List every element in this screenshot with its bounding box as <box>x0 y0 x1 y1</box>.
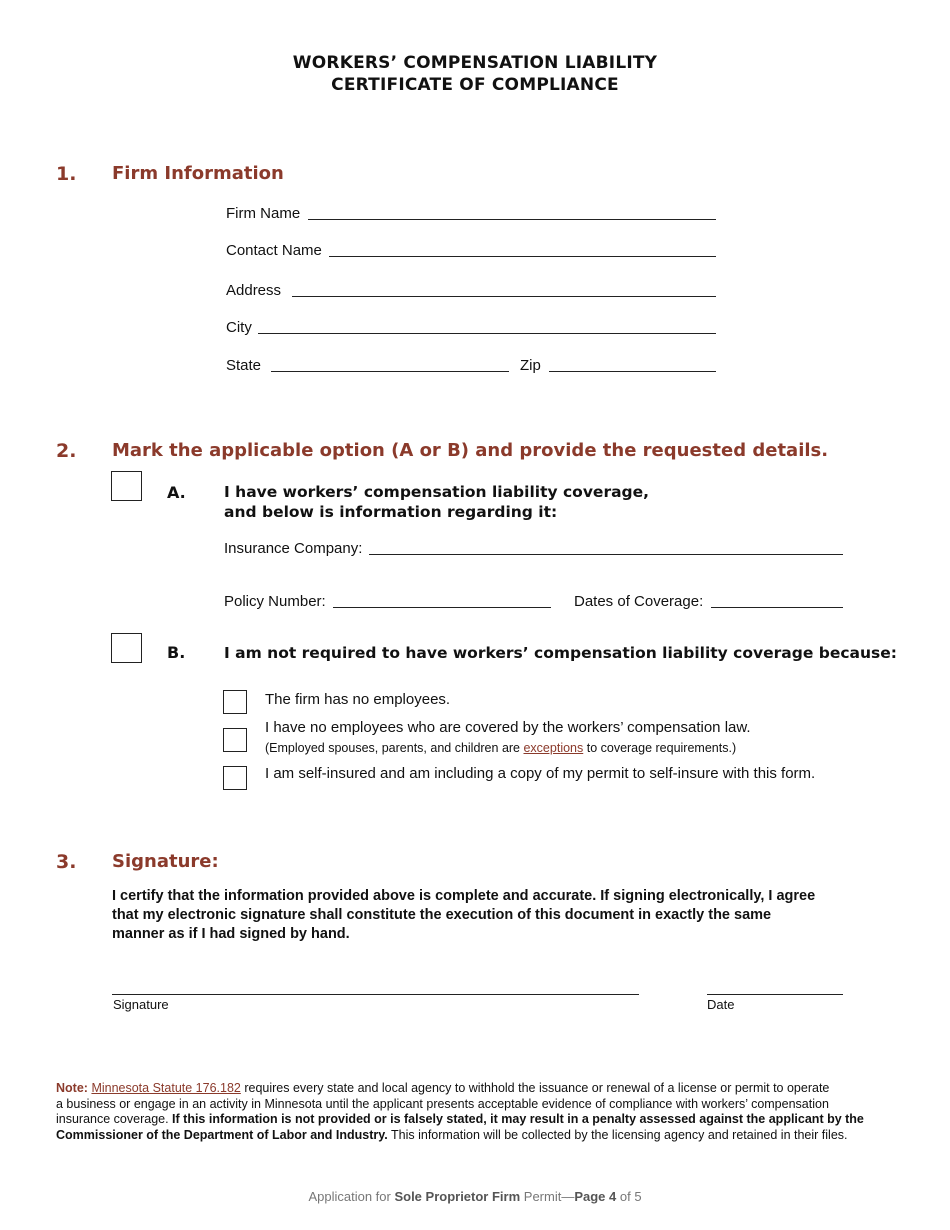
note-line4-bold: Commissioner of the Department of Labor and Industry. <box>56 1127 388 1142</box>
page-footer <box>0 1189 950 1204</box>
policy-number-field[interactable] <box>333 607 551 608</box>
note-text-post: to coverage requirements.) <box>583 741 737 755</box>
exceptions-link[interactable]: exceptions <box>523 741 584 755</box>
reason-not-covered-note <box>265 741 736 755</box>
insurance-company-label: Insurance Company: <box>224 540 363 557</box>
footer-mid: Permit— <box>520 1189 575 1204</box>
note-line3-bold: If this information is not provided or is falsely stated, it may result in a penalty assessed against the applicant by the <box>172 1112 864 1126</box>
city-field[interactable] <box>258 333 716 334</box>
reason-no-employees-label: The firm has no employees. <box>265 691 451 708</box>
section-2-heading: Mark the applicable option (A or B) and provide the requested details. <box>112 440 829 461</box>
certification-line1: I certify that the information provided above is complete and accurate. If signing electronically, I agree <box>112 888 816 904</box>
firm-name-field[interactable] <box>308 219 716 220</box>
dates-of-coverage-label: Dates of Coverage: <box>574 593 704 610</box>
contact-name-label: Contact Name <box>226 242 322 259</box>
option-b-letter: B. <box>167 643 186 662</box>
footer-page: Page 4 <box>574 1189 617 1204</box>
note-label: Note: <box>56 1081 88 1095</box>
note-line-2: a business or engage in an activity in Minnesota until the applicant presents acceptable evidence of compliance with workers’ compensation <box>56 1096 829 1111</box>
certification-line2: that my electronic signature shall constitute the execution of this document in exactly the same <box>112 907 772 923</box>
policy-number-label: Policy Number: <box>224 593 326 610</box>
reason-not-covered-label: I have no employees who are covered by the workers’ compensation law. <box>265 719 751 736</box>
legal-note <box>56 1081 916 1143</box>
address-label: Address <box>226 282 282 299</box>
insurance-company-field[interactable] <box>369 554 843 555</box>
section-1-heading: Firm Information <box>112 163 284 184</box>
footer-pre: Application for <box>308 1189 395 1204</box>
reason-not-covered-checkbox[interactable] <box>223 728 247 752</box>
footer-post: of 5 <box>616 1189 642 1204</box>
zip-label: Zip <box>520 357 541 374</box>
option-a-letter: A. <box>167 483 186 502</box>
option-b-text: I am not required to have workers’ compensation liability coverage because: <box>224 644 897 662</box>
footer-firm-type: Sole Proprietor Firm <box>394 1189 521 1204</box>
document-title-line2: CERTIFICATE OF COMPLIANCE <box>331 75 619 95</box>
state-label: State <box>226 357 262 374</box>
date-label: Date <box>707 997 735 1012</box>
reason-no-employees-checkbox[interactable] <box>223 690 247 714</box>
document-title-line1: WORKERS’ COMPENSATION LIABILITY <box>292 53 658 73</box>
reason-self-insured-checkbox[interactable] <box>223 766 247 790</box>
date-field[interactable] <box>707 994 843 995</box>
contact-name-field[interactable] <box>329 256 716 257</box>
note-line1-text: requires every state and local agency to withhold the issuance or renewal of a license or permit to operate <box>240 1081 830 1095</box>
note-text-pre: (Employed spouses, parents, and children are <box>265 741 524 755</box>
signature-field[interactable] <box>112 994 639 995</box>
statute-link[interactable]: Minnesota Statute 176.182 <box>91 1081 241 1095</box>
state-field[interactable] <box>271 371 509 372</box>
address-field[interactable] <box>292 296 716 297</box>
option-a-text-line1: I have workers’ compensation liability coverage, <box>224 483 650 501</box>
certification-line3: manner as if I had signed by hand. <box>112 926 350 942</box>
signature-label: Signature <box>113 997 169 1012</box>
section-1-number: 1. <box>56 163 77 185</box>
note-line-1 <box>56 1081 916 1097</box>
section-2-number: 2. <box>56 440 77 462</box>
zip-field[interactable] <box>549 371 716 372</box>
section-3-heading: Signature: <box>112 851 219 872</box>
section-3-number: 3. <box>56 851 77 873</box>
note-line-3 <box>56 1112 916 1128</box>
note-line4-plain: This information will be collected by the licensing agency and retained in their files. <box>387 1127 848 1142</box>
firm-name-label: Firm Name <box>226 205 301 222</box>
reason-self-insured-label: I am self-insured and am including a copy of my permit to self-insure with this form. <box>265 765 816 782</box>
option-b-checkbox[interactable] <box>111 633 142 663</box>
dates-of-coverage-field[interactable] <box>711 607 843 608</box>
note-line-4 <box>56 1128 916 1144</box>
note-line3-plain: insurance coverage. <box>56 1112 173 1126</box>
option-a-checkbox[interactable] <box>111 471 142 501</box>
city-label: City <box>226 319 252 336</box>
option-a-text-line2: and below is information regarding it: <box>224 503 558 521</box>
